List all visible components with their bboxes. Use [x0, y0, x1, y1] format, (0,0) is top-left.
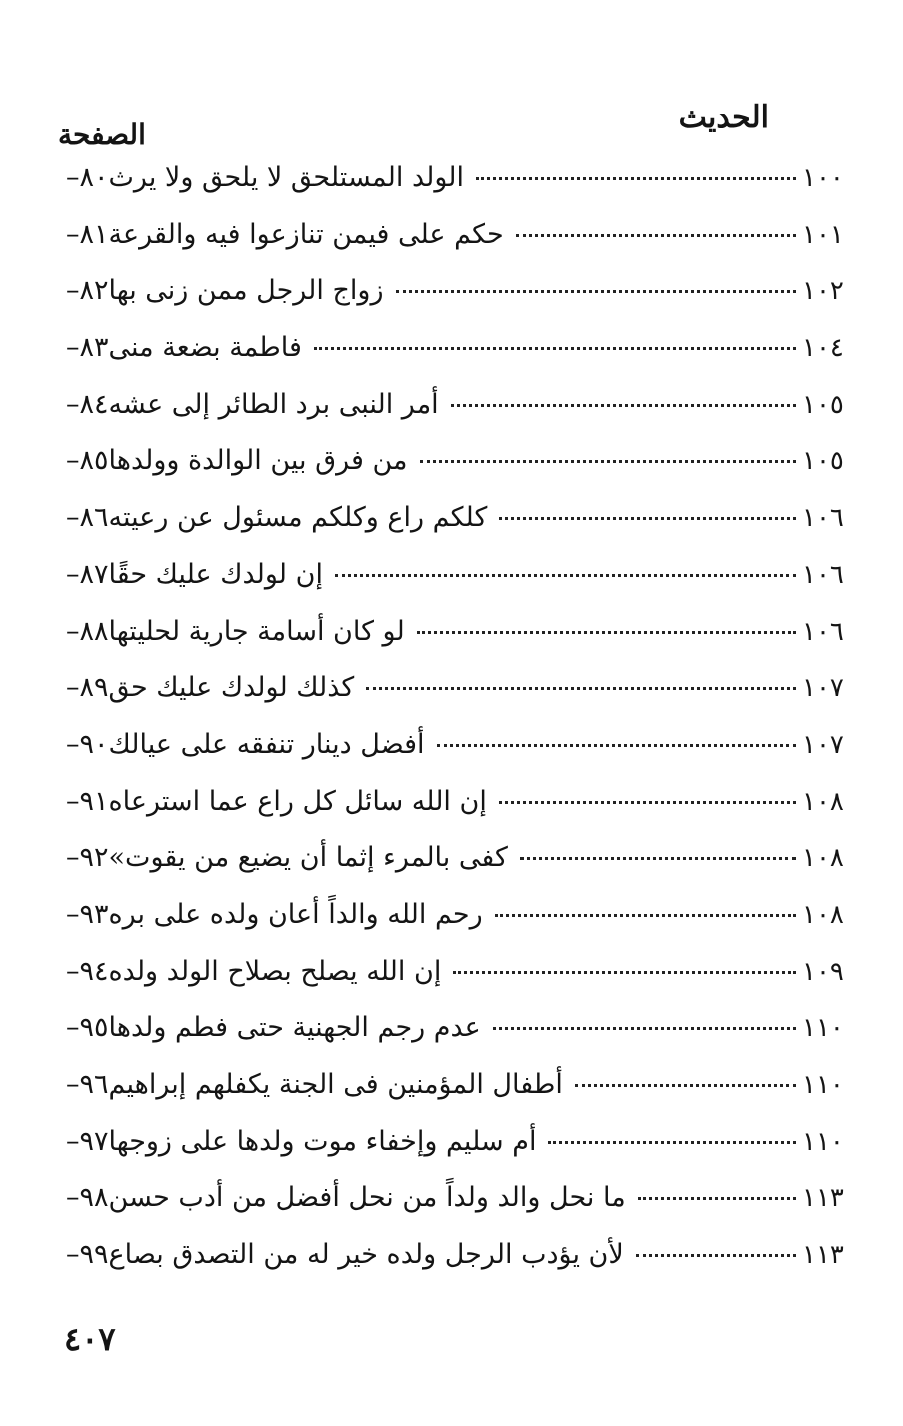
entry-number: ٨٩–	[66, 672, 109, 704]
entry-page-number: ١٠١	[802, 219, 844, 250]
dot-leader	[499, 517, 796, 520]
entry-number: ٨٣–	[66, 332, 109, 364]
entry-page-number: ١١٠	[802, 1126, 844, 1157]
entry-number: ٨٥–	[66, 445, 109, 477]
dot-leader	[420, 460, 797, 463]
entry-page-number: ١٠٧	[802, 729, 844, 760]
dot-leader	[437, 744, 796, 747]
toc-entry	[66, 616, 874, 673]
dot-leader	[476, 177, 796, 180]
dot-leader	[366, 687, 796, 690]
entry-page-number: ١٠٠	[802, 163, 844, 193]
entry-title: كذلك لولدك عليك حق	[108, 672, 355, 704]
entry-page-number: ١٠٢	[802, 276, 844, 307]
entry-title: فاطمة بضعة منى	[108, 332, 302, 364]
entry-title: ما نحل والد ولداً من نحل أفضل من أدب حسن	[108, 1182, 626, 1214]
entry-number: ٩٩–	[66, 1239, 109, 1271]
toc-entry	[66, 389, 874, 446]
entry-number: ٩٤–	[66, 955, 109, 987]
toc-entry	[66, 1182, 874, 1239]
toc-entry	[66, 445, 874, 502]
entry-number: ٨٧–	[66, 558, 109, 590]
entry-page-number: ١٠٨	[802, 899, 844, 930]
dot-leader	[453, 971, 796, 974]
entry-page-number: ١٠٧	[802, 673, 844, 704]
entry-title: حكم على فيمن تنازعوا فيه والقرعة	[108, 218, 504, 250]
entry-title: كلكم راع وكلكم مسئول عن رعيته	[108, 502, 488, 534]
dot-leader	[516, 234, 796, 237]
entry-number: ٨٦–	[66, 502, 109, 534]
dot-leader	[520, 857, 796, 860]
entry-title: من فرق بين الوالدة وولدها	[108, 445, 408, 477]
entry-title: أم سليم وإخفاء موت ولدها على زوجها	[108, 1125, 537, 1157]
entry-number: ٨٢–	[66, 275, 109, 307]
dot-leader	[396, 290, 797, 293]
entry-number: ٩٠–	[66, 728, 109, 760]
dot-leader	[636, 1254, 796, 1257]
entry-title: أفضل دينار تنفقه على عيالك	[108, 728, 425, 760]
toc-entry	[66, 219, 874, 276]
entry-title: أطفال المؤمنين فى الجنة يكفلهم إبراهيم	[108, 1069, 563, 1100]
entry-page-number: ١٠٦	[802, 559, 844, 590]
entry-number: ٩٥–	[66, 1012, 109, 1044]
entry-page-number: ١٠٦	[802, 503, 844, 534]
toc-entry	[66, 162, 874, 219]
entry-page-number: ١٠٨	[802, 843, 844, 874]
entry-number: ٨١–	[66, 218, 109, 250]
toc-list	[66, 162, 874, 1296]
toc-entry	[66, 1126, 874, 1183]
entry-page-number: ١٠٥	[802, 446, 844, 477]
entry-page-number: ١٠٦	[802, 616, 844, 647]
entry-page-number: ١١٠	[802, 1013, 844, 1044]
entry-title: رحم الله والداً أعان ولده على بره	[108, 898, 483, 930]
toc-entry	[66, 956, 874, 1013]
entry-title: الولد المستلحق لا يلحق ولا يرث	[108, 162, 465, 193]
dot-leader	[417, 631, 796, 634]
toc-entry	[66, 275, 874, 332]
entry-page-number: ١١٣	[802, 1183, 844, 1214]
toc-entry	[66, 899, 874, 956]
toc-entry	[66, 502, 874, 559]
entry-title: كفى بالمرء إثما أن يضيع من يقوت»	[108, 842, 508, 874]
entry-page-number: ١١٣	[802, 1240, 844, 1271]
entry-page-number: ١٠٤	[802, 333, 844, 364]
toc-entry	[66, 786, 874, 843]
toc-entry	[66, 672, 874, 729]
entry-number: ٨٨–	[66, 615, 109, 647]
dot-leader	[335, 574, 796, 577]
dot-leader	[638, 1197, 796, 1200]
dot-leader	[499, 801, 796, 804]
entry-number: ٩٢–	[66, 842, 109, 874]
entry-title: أمر النبى برد الطائر إلى عشه	[108, 388, 439, 420]
entry-title: إن الله يصلح بصلاح الولد ولده	[108, 955, 442, 987]
entry-number: ٨٠–	[66, 162, 109, 193]
dot-leader	[495, 914, 796, 917]
entry-title: لو كان أسامة جارية لحليتها	[108, 615, 405, 647]
entry-title: زواج الرجل ممن زنى بها	[108, 275, 384, 307]
entry-title: إن الله سائل كل راع عما استرعاه	[108, 785, 487, 817]
toc-entry	[66, 559, 874, 616]
column-heading-hadith: الحديث	[678, 100, 769, 135]
entry-number: ٩٣–	[66, 898, 109, 930]
dot-leader	[314, 347, 796, 350]
page-number: ٤٠٧	[64, 1320, 116, 1358]
toc-entry	[66, 332, 874, 389]
dot-leader	[575, 1084, 796, 1087]
toc-entry	[66, 1069, 874, 1126]
entry-number: ٩١–	[66, 785, 109, 817]
dot-leader	[548, 1141, 796, 1144]
entry-number: ٩٨–	[66, 1182, 109, 1214]
entry-number: ٩٦–	[66, 1069, 109, 1100]
toc-entry	[66, 842, 874, 899]
toc-entry	[66, 729, 874, 786]
entry-title: لأن يؤدب الرجل ولده خير له من التصدق بصاع	[108, 1239, 624, 1271]
dot-leader	[451, 404, 796, 407]
toc-header	[58, 100, 769, 150]
entry-title: إن لولدك عليك حقًا	[108, 558, 323, 590]
entry-page-number: ١٠٨	[802, 786, 844, 817]
dot-leader	[493, 1027, 796, 1030]
toc-entry	[66, 1012, 874, 1069]
entry-number: ٨٤–	[66, 388, 109, 420]
entry-page-number: ١٠٩	[802, 956, 844, 987]
column-heading-page: الصفحة	[58, 118, 146, 151]
entry-page-number: ١٠٥	[802, 389, 844, 420]
entry-page-number: ١١٠	[802, 1070, 844, 1100]
entry-title: عدم رجم الجهنية حتى فطم ولدها	[108, 1012, 481, 1044]
entry-number: ٩٧–	[66, 1125, 109, 1157]
toc-entry	[66, 1239, 874, 1296]
